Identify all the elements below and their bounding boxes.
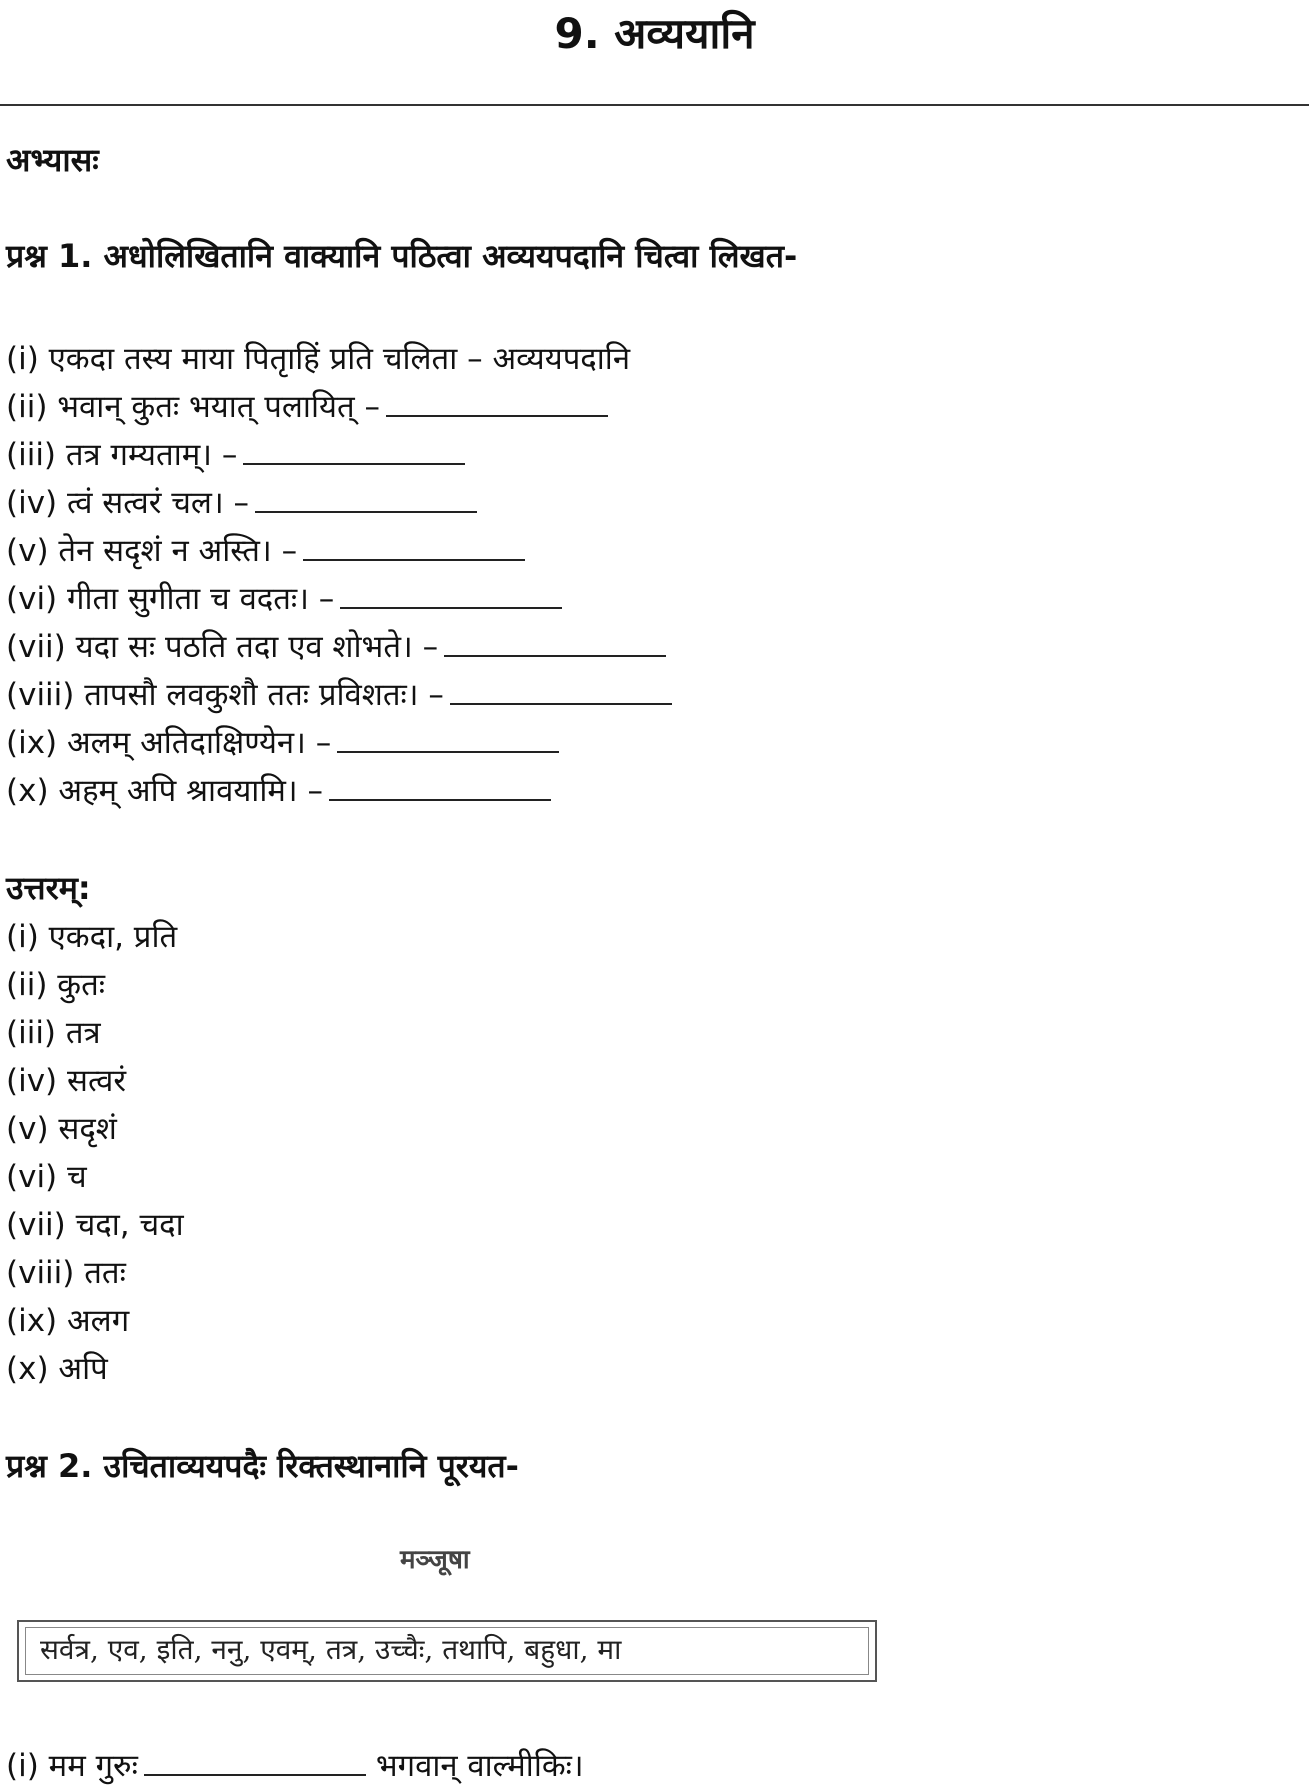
answer-blank[interactable] bbox=[386, 387, 608, 417]
q1-item bbox=[6, 481, 477, 523]
answer-item: (ii) कुतः bbox=[6, 967, 106, 1003]
q1-item-text: (viii) तापसौ लवकुशौ ततः प्रविशतः। – bbox=[6, 677, 444, 713]
q2-item bbox=[6, 1744, 584, 1786]
answer-item: (iii) तत्र bbox=[6, 1015, 101, 1051]
q2-item-before: (i) मम गुरुः bbox=[6, 1748, 138, 1784]
q1-item-text: (i) एकदा तस्य माया पितृाहिं प्रति चलिता – अव्ययपदानि bbox=[6, 341, 631, 377]
q1-item bbox=[6, 769, 551, 811]
q1-item bbox=[6, 433, 465, 475]
answer-item: (iv) सत्वरं bbox=[6, 1063, 127, 1099]
question-1-heading: प्रश्न 1. अधोलिखितानि वाक्यानि पठित्वा अव्ययपदानि चित्वा लिखत- bbox=[6, 237, 798, 275]
q1-item bbox=[6, 337, 630, 379]
answer-item: (ix) अलग bbox=[6, 1303, 130, 1339]
answer-blank[interactable] bbox=[255, 483, 477, 513]
q1-item-text: (ii) भवान् कुतः भयात् पलायित् – bbox=[6, 389, 380, 425]
answer-blank[interactable] bbox=[337, 723, 559, 753]
q1-item-text: (iv) त्वं सत्वरं चल। – bbox=[6, 485, 250, 521]
title-divider bbox=[0, 104, 1309, 106]
answer-blank[interactable] bbox=[303, 531, 525, 561]
answer-blank[interactable] bbox=[329, 771, 551, 801]
answer-item: (viii) ततः bbox=[6, 1255, 126, 1291]
answer-item: (v) सदृशं bbox=[6, 1111, 117, 1147]
q1-item bbox=[6, 577, 562, 619]
answer-blank[interactable] bbox=[450, 675, 672, 705]
q1-item bbox=[6, 529, 525, 571]
q1-item-text: (v) तेन सदृशं न अस्ति। – bbox=[6, 533, 298, 569]
q1-item bbox=[6, 385, 608, 427]
answer-item: (vii) चदा, चदा bbox=[6, 1207, 184, 1243]
answer-blank[interactable] bbox=[144, 1746, 366, 1776]
q1-item-text: (iii) तत्र गम्यताम्। – bbox=[6, 437, 238, 473]
answer-heading: उत्तरम्: bbox=[6, 869, 91, 907]
question-2-heading: प्रश्न 2. उचिताव्ययपदैः रिक्तस्थानानि पूरयत- bbox=[6, 1447, 519, 1485]
word-box-caption: मञ्जूषा bbox=[400, 1545, 470, 1575]
q1-item-text: (vi) गीता सुगीता च वदतः। – bbox=[6, 581, 335, 617]
answer-blank[interactable] bbox=[243, 435, 465, 465]
q1-item-text: (ix) अलम् अतिदाक्षिण्येन। – bbox=[6, 725, 332, 761]
answer-item: (x) अपि bbox=[6, 1351, 108, 1387]
q1-item bbox=[6, 673, 672, 715]
q1-item-text: (x) अहम् अपि श्रावयामि। – bbox=[6, 773, 323, 809]
answer-blank[interactable] bbox=[340, 579, 562, 609]
page-title: 9. अव्ययानि bbox=[554, 9, 755, 58]
q1-item-text: (vii) यदा सः पठति तदा एव शोभते। – bbox=[6, 629, 439, 665]
answer-item: (vi) च bbox=[6, 1159, 87, 1195]
q2-item-after: भगवान् वाल्मीकिः। bbox=[375, 1748, 584, 1784]
answer-blank[interactable] bbox=[444, 627, 666, 657]
word-box bbox=[17, 1620, 877, 1682]
q1-item bbox=[6, 721, 559, 763]
practice-heading: अभ्यासः bbox=[6, 141, 99, 179]
q1-item bbox=[6, 625, 666, 667]
answer-item: (i) एकदा, प्रति bbox=[6, 919, 178, 955]
word-box-words: सर्वत्र, एव, इति, ननु, एवम्, तत्र, उच्चैः, तथापि, बहुधा, मा bbox=[25, 1627, 869, 1675]
